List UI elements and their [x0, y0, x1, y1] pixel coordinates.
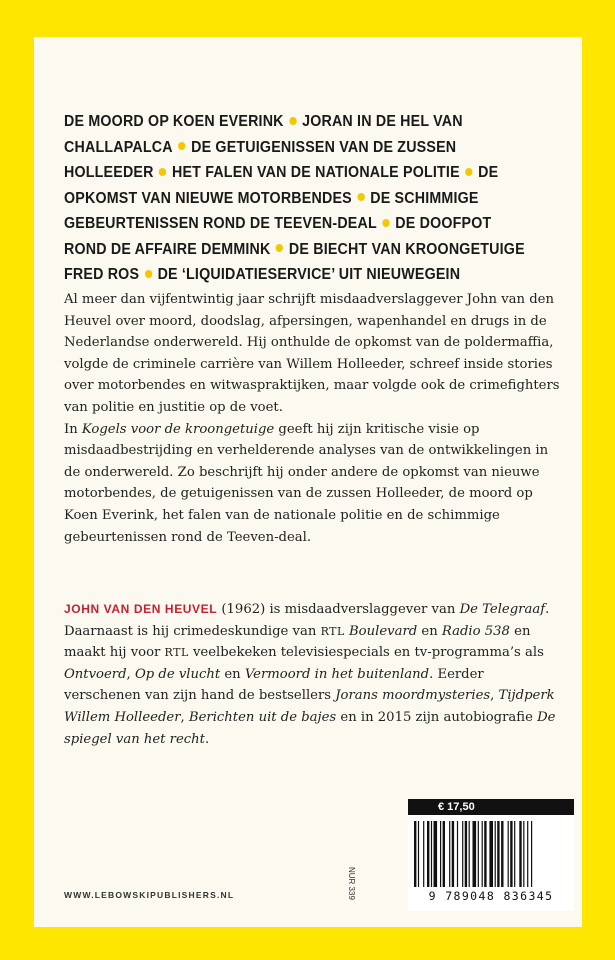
bio-italic: Berichten uit de bajes — [188, 709, 337, 725]
bullet-dot-icon — [465, 168, 472, 176]
blurb-text: In — [64, 421, 82, 437]
bio-text: en — [417, 623, 442, 639]
bullet-dot-icon — [289, 117, 296, 125]
bio-italic: Ontvoerd — [64, 666, 127, 682]
book-blurb — [64, 289, 564, 548]
author-bio — [64, 599, 564, 750]
bio-smallcaps: RTL — [320, 624, 345, 638]
headline-item: DE MOORD OP KOEN EVERINK — [64, 113, 284, 130]
bio-text: , — [180, 709, 189, 725]
cream-text-panel — [34, 37, 582, 927]
bio-italic: Radio 538 — [441, 623, 510, 639]
headline-item: DE SCHIMMIGE GEBEURTENISSEN ROND DE TEEVEN-DEAL — [64, 189, 479, 232]
headline-item: HET FALEN VAN DE NATIONALE POLITIE — [171, 164, 460, 181]
headline-item: DE OPKOMST VAN NIEUWE MOTORBENDES — [64, 164, 499, 207]
nur-code: NUR 339 — [347, 867, 356, 900]
bio-text: , — [126, 666, 135, 682]
headline-item: DE GETUIGENISSEN VAN DE ZUSSEN HOLLEEDER — [64, 138, 457, 181]
bio-italic: De Telegraaf — [459, 602, 546, 617]
bullet-dot-icon — [159, 168, 166, 176]
bio-text: . — [204, 731, 210, 747]
headline-list — [64, 109, 533, 288]
bio-italic: Boulevard — [344, 623, 418, 639]
bio-italic: Tijdperk Willem Holleeder — [64, 688, 555, 725]
bio-italic: Jorans moordmysteries — [335, 688, 491, 704]
bio-text: (1962) is misdaadverslaggever van — [217, 602, 460, 617]
bullet-dot-icon — [276, 244, 283, 252]
barcode-icon — [412, 821, 570, 887]
isbn-number: 9 789048 836345 — [428, 889, 554, 903]
bio-text: en in 2015 zijn autobiografie — [336, 709, 538, 725]
blurb-paragraph: Al meer dan vijfentwintig jaar schrijft misdaadverslaggever John van den Heuvel over moord, doodslag, afpersingen, wapenhandel en drugs in de Nederlandse onderwereld. Hij onthulde de opkomst van de poldermaffia, volgde de criminele carrière van Willem Holleeder, schreef inside stories over motorbendes en witwaspraktijken, maar volgde ook de crimefighters van politie en justitie op de voet. — [64, 292, 560, 415]
bio-italic: Op de vlucht — [134, 666, 221, 682]
bullet-dot-icon — [382, 219, 389, 227]
price-label: € 17,50 — [408, 799, 574, 815]
blurb-text: geeft hij zijn kritische visie op misdaadbestrijding en verhelderende analyses van de ontwikkelingen in de onderwereld. Zo beschrijft hij onder andere de opkomst van nieuwe motorbendes, de getuigenissen van de zussen Holleeder, de moord op Koen Everink, het falen van de nationale politie en de schimmige gebeurtenissen rond de Teeven-deal. — [64, 421, 549, 545]
headline-item: DE BIECHT VAN KROONGETUIGE FRED ROS — [64, 240, 525, 283]
headline-item: DE ‘LIQUIDATIESERVICE’ UIT NIEUWEGEIN — [157, 266, 461, 283]
author-name: JOHN VAN DEN HEUVEL — [64, 602, 218, 616]
bio-text: veelbekeken televisiespecials en tv-programma’s als — [188, 645, 544, 661]
bullet-dot-icon — [357, 193, 364, 201]
bio-text: . Daarnaast is hij crimedeskundige van — [64, 602, 550, 639]
book-title: Kogels voor de kroongetuige — [81, 421, 275, 437]
bio-smallcaps: RTL — [164, 646, 189, 660]
headline-item: DE DOOFPOT ROND DE AFFAIRE DEMMINK — [64, 215, 492, 258]
barcode-block — [408, 799, 574, 911]
bio-text: en — [220, 666, 245, 682]
bio-italic: Vermoord in het buitenland — [244, 666, 430, 682]
bullet-dot-icon — [178, 142, 185, 150]
headline-item: JORAN IN DE HEL VAN CHALLAPALCA — [64, 113, 463, 156]
blurb-paragraph — [64, 419, 564, 549]
bio-text: en maakt hij voor — [64, 623, 531, 661]
publisher-website: WWW.LEBOWSKIPUBLISHERS.NL — [64, 890, 235, 900]
bio-text: . Eerder verschenen van zijn hand de bestsellers — [64, 666, 484, 704]
bio-text: , — [490, 688, 499, 704]
bullet-dot-icon — [145, 270, 152, 278]
bio-italic: De spiegel van het recht — [64, 709, 556, 747]
